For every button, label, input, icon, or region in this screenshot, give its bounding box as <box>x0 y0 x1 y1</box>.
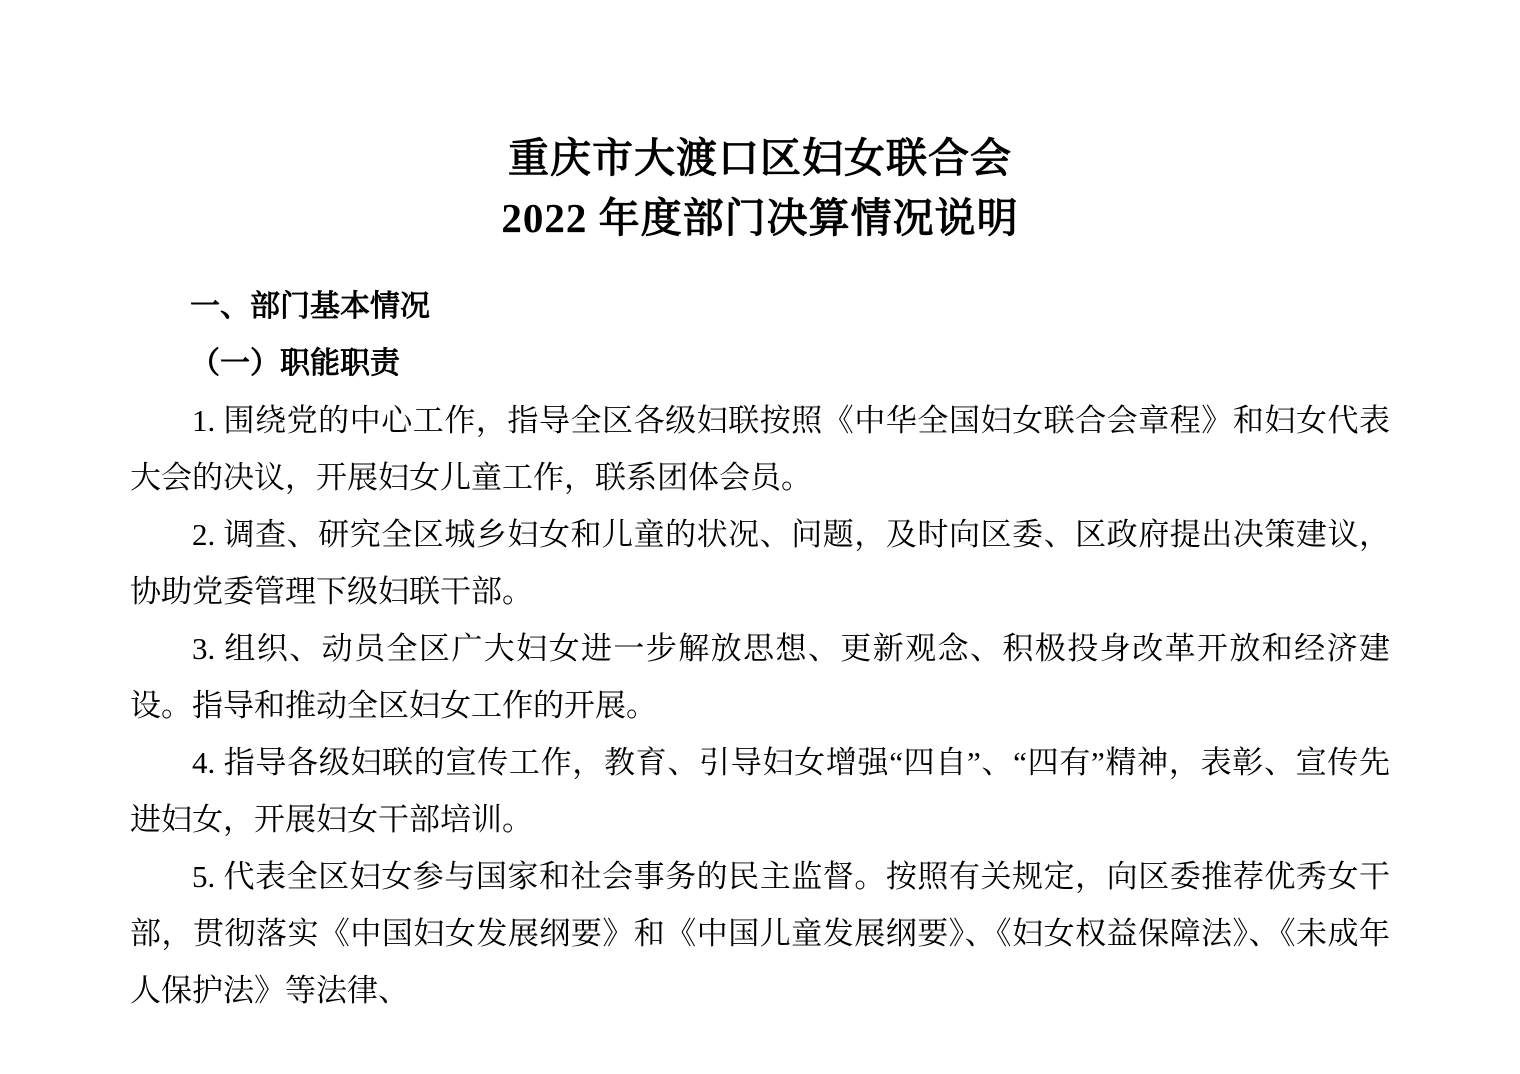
title-line-2: 2022 年度部门决算情况说明 <box>501 195 1019 241</box>
document-title <box>130 128 1390 248</box>
document-content <box>130 128 1390 1019</box>
title-line-1: 重庆市大渡口区妇女联合会 <box>508 135 1012 181</box>
section-heading: 一、部门基本情况 <box>190 290 430 323</box>
paragraph-duty-3: 3. 组织、动员全区广大妇女进一步解放思想、更新观念、积极投身改革开放和经济建设。指导和推动全区妇女工作的开展。 <box>130 631 1390 723</box>
paragraph-duty-5: 5. 代表全区妇女参与国家和社会事务的民主监督。按照有关规定，向区委推荐优秀女干部，贯彻落实《中国妇女发展纲要》和《中国儿童发展纲要》、《妇女权益保障法》、《未成年人保护法》等法律、 <box>130 859 1390 1008</box>
subsection-heading: （一）职能职责 <box>190 347 400 380</box>
paragraph-duty-4: 4. 指导各级妇联的宣传工作，教育、引导妇女增强“四自”、“四有”精神，表彰、宣传先进妇女，开展妇女干部培训。 <box>130 745 1390 837</box>
paragraph-duty-1: 1. 围绕党的中心工作，指导全区各级妇联按照《中华全国妇女联合会章程》和妇女代表大会的决议，开展妇女儿童工作，联系团体会员。 <box>130 403 1390 495</box>
paragraph-duty-2: 2. 调查、研究全区城乡妇女和儿童的状况、问题，及时向区委、区政府提出决策建议，协助党委管理下级妇联干部。 <box>130 517 1390 609</box>
